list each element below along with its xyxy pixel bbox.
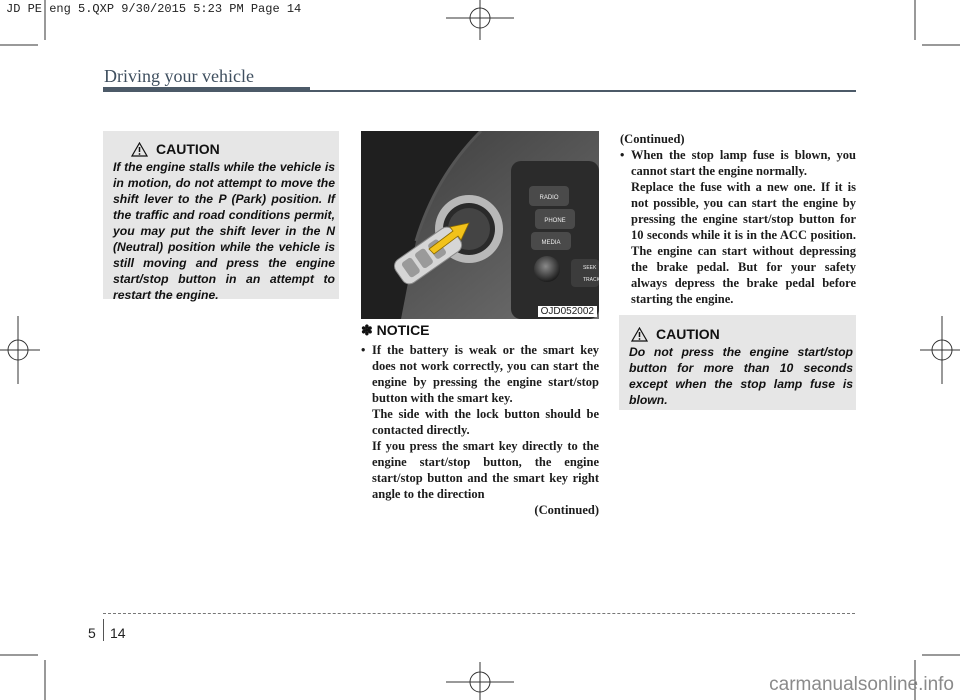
caution-heading-left xyxy=(131,141,220,157)
chapter-number: 5 xyxy=(88,625,96,641)
caution-body-right: Do not press the engine start/stop button for more than 10 seconds except when the stop lamp fuse is blown. xyxy=(629,345,853,407)
header-rule-thick xyxy=(103,87,310,92)
registration-mark-bottom xyxy=(446,662,514,700)
svg-text:TRACK: TRACK xyxy=(583,277,599,283)
registration-mark-left xyxy=(0,316,40,384)
caution-heading-text: CAUTION xyxy=(156,141,220,157)
svg-text:SEEK: SEEK xyxy=(583,265,597,271)
caution-heading-right: CAUTION xyxy=(631,326,720,342)
svg-text:PHONE: PHONE xyxy=(544,218,566,224)
print-slug: JD PE eng 5.QXP 9/30/2015 5:23 PM Page 14 xyxy=(6,2,302,16)
warning-icon xyxy=(131,142,148,157)
notice-symbol-icon: ✽ xyxy=(361,322,373,338)
caution-box-right xyxy=(619,315,856,410)
registration-mark-right xyxy=(920,316,960,384)
section-title: Driving your vehicle xyxy=(104,66,254,86)
right-paragraph-1: When the stop lamp fuse is blown, you cannot start the engine normally. xyxy=(631,148,856,178)
svg-text:RADIO: RADIO xyxy=(539,195,559,201)
figure-caption: OJD052002 xyxy=(538,306,597,317)
right-column-text xyxy=(620,131,856,307)
page-number: 14 xyxy=(110,625,126,641)
page-number-divider xyxy=(103,619,104,641)
notice-paragraph-1: If the battery is weak or the smart key does not work correctly, you can start the engine by pressing the engine start/stop button with the smart key. xyxy=(372,343,599,405)
warning-icon xyxy=(631,327,648,342)
footer-rule xyxy=(103,613,855,614)
notice-section xyxy=(361,322,599,518)
caution-body-left: If the engine stalls while the vehicle is in motion, do not attempt to move the shift lever to the P (Park) position. If the traffic and road conditions permit, you may put the shift lever in the N (Neutral) position while the vehicle is still moving and press the engine start/stop button in an attempt to restart the engine. xyxy=(113,160,335,302)
notice-heading: ✽ NOTICE xyxy=(361,322,430,338)
figure-illustration xyxy=(361,131,599,319)
right-paragraph-2: Replace the fuse with a new one. If it is not possible, you can start the engine by pressing the engine start/stop button for 10 seconds while it is in the ACC position. The engine can start without depressing the brake pedal. But for your safety always depress the brake pedal before starting the engine. xyxy=(631,180,856,306)
watermark: carmanualsonline.info xyxy=(769,674,954,695)
registration-mark-top xyxy=(446,0,514,40)
svg-text:MEDIA: MEDIA xyxy=(541,240,561,246)
header-rule-thin xyxy=(310,90,856,92)
stop-lamp-bullet: • When the stop lamp fuse is blown, you cannot start the engine normally. Replace the fuse with a new one. If it is not possible, you can start the engine by pressing the engine start/stop button for 10 seconds while it is in the ACC position. The engine can start without depressing the brake pedal. But for your safety always depress the brake pedal before starting the engine. xyxy=(620,148,856,306)
notice-bullet: • If the battery is weak or the smart key does not work correctly, you can start the engine by pressing the engine start/stop button with the smart key. The side with the lock button should be contacted directly. If you press the smart key directly to the engine start/stop button, the engine start/stop button and the smart key right angle to the direction (Continued) xyxy=(361,343,599,517)
notice-paragraph-2: The side with the lock button should be contacted directly. xyxy=(372,407,599,437)
caution-box-left xyxy=(103,131,339,302)
notice-paragraph-3: If you press the smart key directly to the engine start/stop button, the engine start/stop button and the smart key right angle to the direction xyxy=(372,439,599,501)
notice-continued: (Continued) xyxy=(534,503,599,517)
continued-label: (Continued) xyxy=(620,132,685,146)
engine-start-figure xyxy=(361,131,599,319)
